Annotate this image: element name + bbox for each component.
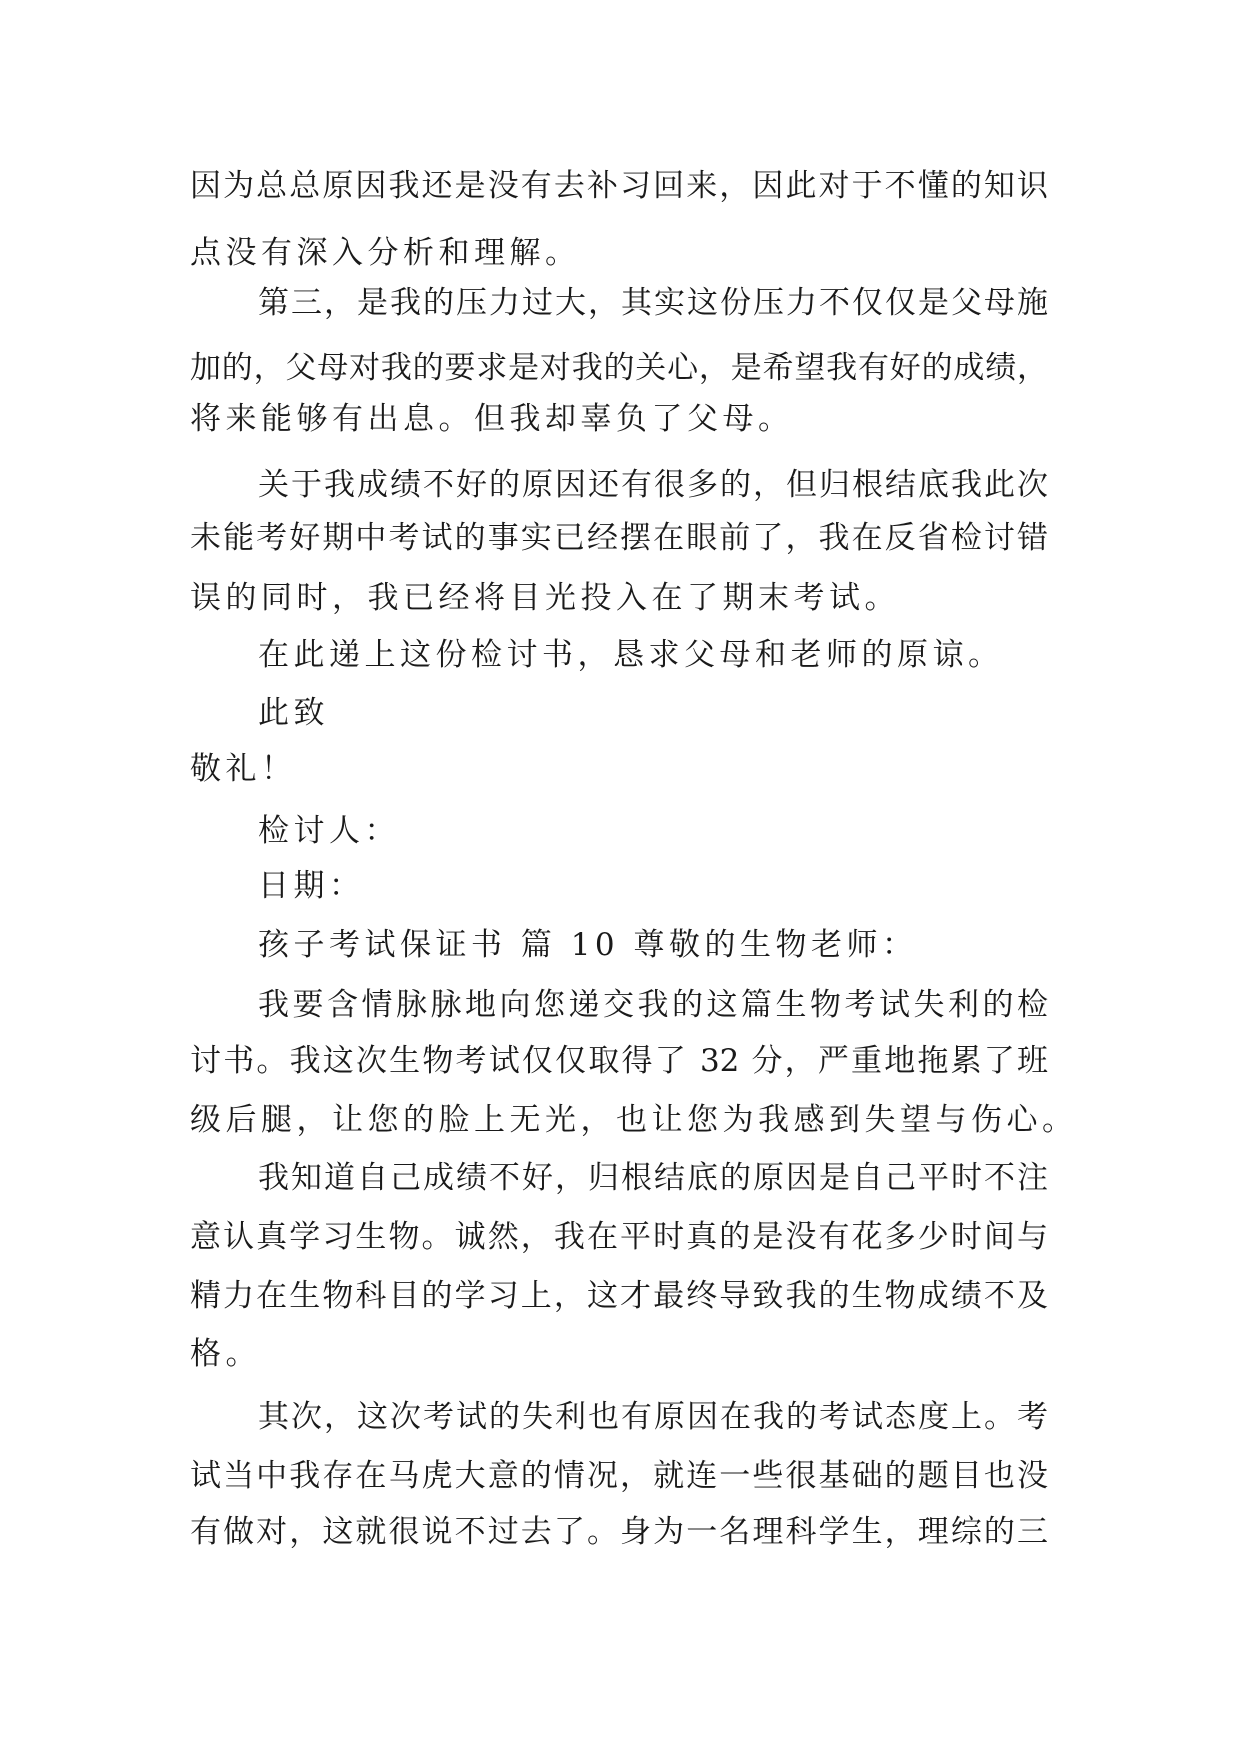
- text-line: 试当中我存在马虎大意的情况，就连一些很基础的题目也没: [190, 1458, 1048, 1494]
- text-line: 误的同时，我已经将目光投入在了期末考试。: [190, 580, 900, 616]
- text-line: 我知道自己成绩不好，归根结底的原因是自己平时不注: [258, 1160, 1048, 1196]
- text-line: 我要含情脉脉地向您递交我的这篇生物考试失利的检: [258, 987, 1048, 1023]
- text-line: 第三，是我的压力过大，其实这份压力不仅仅是父母施: [258, 285, 1048, 321]
- text-line: 其次，这次考试的失利也有原因在我的考试态度上。考: [258, 1399, 1048, 1435]
- text-line: 此致: [258, 695, 329, 731]
- text-line: 未能考好期中考试的事实已经摆在眼前了，我在反省检讨错: [190, 520, 1048, 556]
- text-line: 精力在生物科目的学习上，这才最终导致我的生物成绩不及: [190, 1278, 1048, 1314]
- text-line: 日期：: [258, 868, 365, 904]
- text-line: 有做对，这就很说不过去了。身为一名理科学生，理综的三: [190, 1514, 1048, 1550]
- text-line: 点没有深入分析和理解。: [190, 235, 581, 271]
- text-line: 关于我成绩不好的原因还有很多的，但归根结底我此次: [258, 467, 1048, 503]
- text-line: 讨书。我这次生物考试仅仅取得了 32 分，严重地拖累了班: [190, 1043, 1048, 1079]
- text-line: 检讨人：: [258, 813, 400, 849]
- text-line: 级后腿，让您的脸上无光，也让您为我感到失望与伤心。: [190, 1102, 1078, 1138]
- text-line: 将来能够有出息。但我却辜负了父母。: [190, 401, 794, 437]
- text-line: 意认真学习生物。诚然，我在平时真的是没有花多少时间与: [190, 1219, 1048, 1255]
- text-line: 格。: [190, 1336, 261, 1372]
- text-line: 在此递上这份检讨书，恳求父母和老师的原谅。: [258, 637, 1004, 673]
- text-line: 敬礼！: [190, 751, 297, 787]
- text-line: 因为总总原因我还是没有去补习回来，因此对于不懂的知识: [190, 168, 1048, 204]
- text-line: 孩子考试保证书 篇 10 尊敬的生物老师：: [258, 927, 918, 963]
- text-line: 加的，父母对我的要求是对我的关心，是希望我有好的成绩，: [190, 350, 1048, 386]
